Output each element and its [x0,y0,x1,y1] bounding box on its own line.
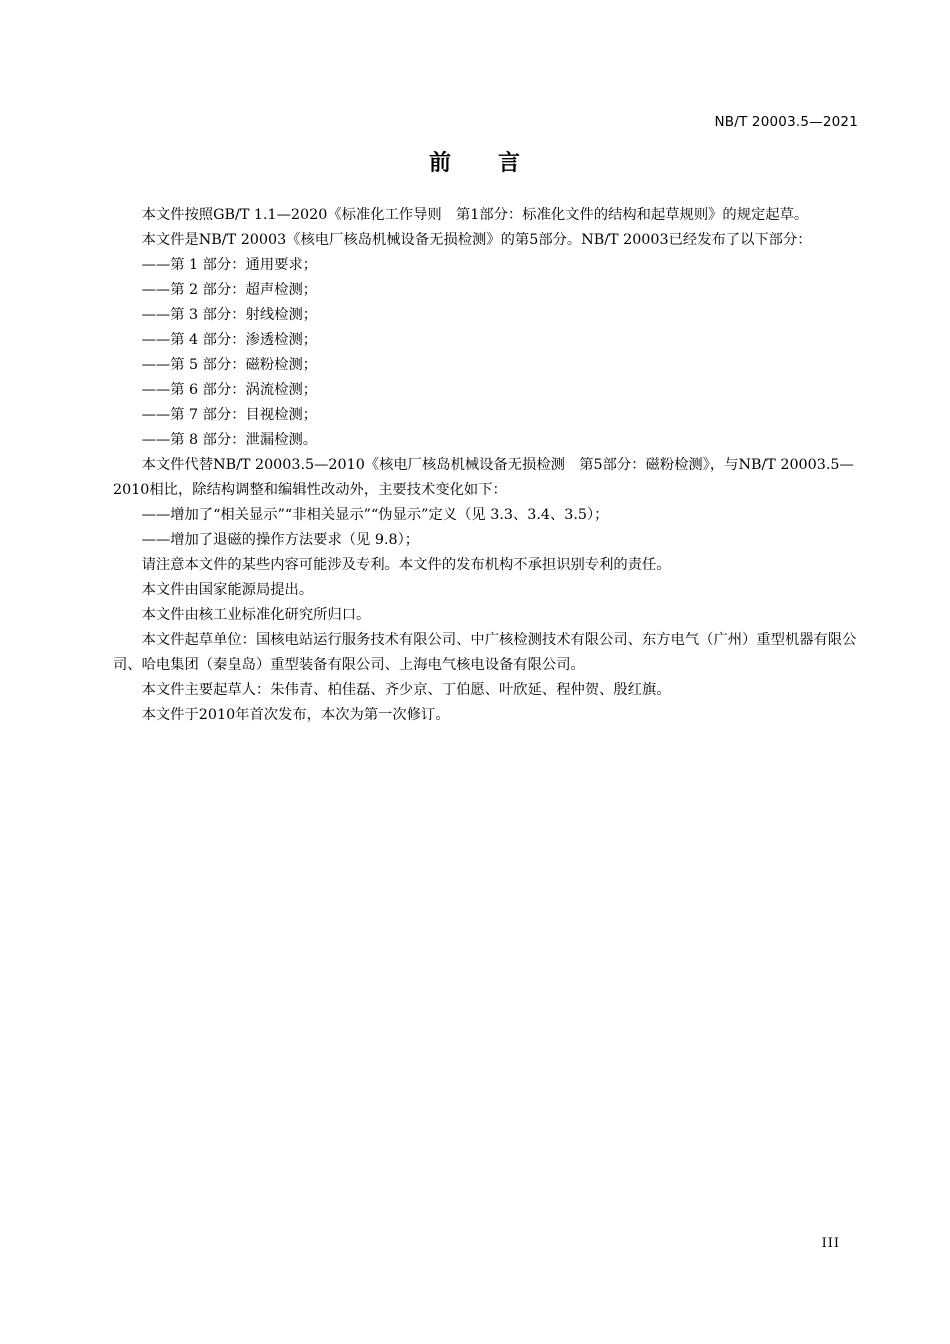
list-item-part-7: ——第 7 部分：目视检测； [141,407,318,423]
list-item-part-4: ——第 4 部分：渗透检测； [141,332,318,348]
list-item-part-5: ——第 5 部分：磁粉检测； [141,357,318,373]
list-item-change-2: ——增加了退磁的操作方法要求（见 9.8）； [141,532,420,548]
paragraph-revision-history: 本文件于2010年首次发布，本次为第一次修订。 [141,707,450,723]
paragraph-replaces: 本文件代替NB/T 20003.5—2010《核电厂核岛机械设备无损检测 第5部分：磁粉检测》，与NB/T 20003.5—2010相比，除结构调整和编辑性改动外，主要技术变化如下： [113,457,854,498]
list-item-change-1: ——增加了“相关显示”“非相关显示”“伪显示”定义（见 3.3、3.4、3.5）； [141,507,609,523]
list-item-part-3: ——第 3 部分：射线检测； [141,307,318,323]
paragraph-part-of-series: 本文件是NB/T 20003《核电厂核岛机械设备无损检测》的第5部分。NB/T 20003已经发布了以下部分： [141,232,812,248]
list-item-part-6: ——第 6 部分：涡流检测； [141,382,318,398]
foreword-body [113,203,860,728]
list-item-part-8: ——第 8 部分：泄漏检测。 [141,432,318,448]
list-item-part-2: ——第 2 部分：超声检测； [141,282,318,298]
paragraph-proposed-by: 本文件由国家能源局提出。 [141,582,314,598]
list-item-part-1: ——第 1 部分：通用要求； [141,257,318,273]
page-number: III [821,1236,840,1251]
paragraph-managed-by: 本文件由核工业标准化研究所归口。 [141,607,371,623]
page-title: 前 言 [428,151,521,176]
paragraph-drafting-units: 本文件起草单位：国核电站运行服务技术有限公司、中广核检测技术有限公司、东方电气（广州）重型机器有限公司、哈电集团（秦皇岛）重型装备有限公司、上海电气核电设备有限公司。 [113,632,857,673]
paragraph-drafting-basis: 本文件按照GB/T 1.1—2020《标准化工作导则 第1部分：标准化文件的结构和起草规则》的规定起草。 [141,207,809,223]
paragraph-drafters: 本文件主要起草人：朱伟青、柏佳磊、齐少京、丁伯愿、叶欣延、程仲贺、殷红旗。 [141,682,671,698]
paragraph-patent-notice: 请注意本文件的某些内容可能涉及专利。本文件的发布机构不承担识别专利的责任。 [141,557,671,573]
document-code: NB/T 20003.5—2021 [714,114,858,130]
